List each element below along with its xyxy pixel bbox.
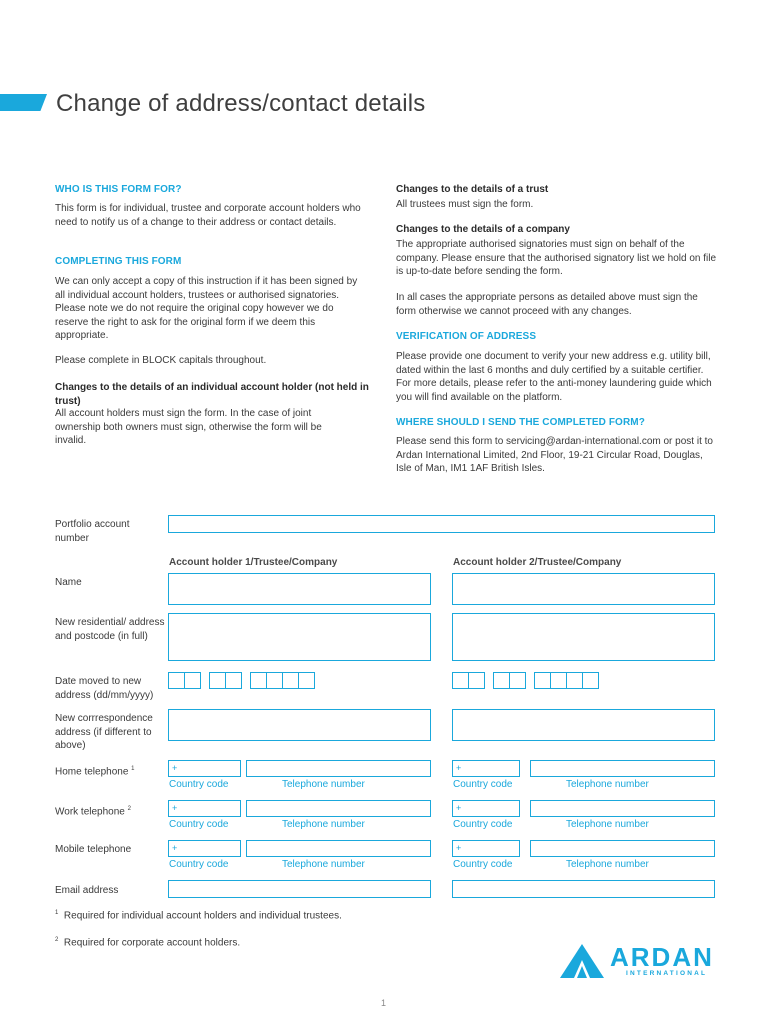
telephone-number-caption: Telephone number <box>282 779 365 790</box>
work-telephone-input-1[interactable] <box>246 800 431 817</box>
email-input-1[interactable] <box>168 880 431 898</box>
work-telephone-input-2[interactable] <box>530 800 715 817</box>
correspondence-label: New corrrespondence address (if different to above) <box>55 713 153 751</box>
page-title: Change of address/contact details <box>56 90 426 117</box>
who-heading: WHO IS THIS FORM FOR? <box>55 184 182 195</box>
date-digit-box[interactable] <box>168 672 185 689</box>
date-digit-box[interactable] <box>509 672 526 689</box>
date-digit-box[interactable] <box>493 672 510 689</box>
completing-text: We can only accept a copy of this instruction if it has been signed by all individual account holders, trustees or authorised signatories. Please note we do not require the original copy however we do reserve the right to ask for the original form if we deem this appropriate. <box>55 276 358 341</box>
footnote-1-text: Required for individual account holders and individual trustees. <box>63 910 342 922</box>
home-telephone-input-2[interactable] <box>530 760 715 777</box>
residential-address-input-1[interactable] <box>168 613 431 661</box>
completing-heading: COMPLETING THIS FORM <box>55 256 182 267</box>
portfolio-account-input[interactable] <box>168 515 715 533</box>
logo-mark-icon <box>560 944 604 978</box>
telephone-number-caption: Telephone number <box>566 819 649 830</box>
telephone-number-caption: Telephone number <box>566 859 649 870</box>
individual-heading: Changes to the details of an individual account holder (not held in trust) <box>55 382 369 407</box>
mobile-telephone-input-1[interactable] <box>246 840 431 857</box>
work-telephone-label <box>55 803 131 819</box>
date-digit-box[interactable] <box>250 672 267 689</box>
date-digit-box[interactable] <box>282 672 299 689</box>
trust-text: All trustees must sign the form. <box>396 199 534 210</box>
country-code-caption: Country code <box>169 859 229 870</box>
country-code-caption: Country code <box>453 779 513 790</box>
work-country-code-input-1[interactable]: + <box>168 800 241 817</box>
name-input-2[interactable] <box>452 573 715 605</box>
footnote-2-mark: 2 <box>55 937 59 943</box>
home-telephone-label <box>55 763 135 779</box>
date-digit-box[interactable] <box>550 672 567 689</box>
name-label: Name <box>55 577 82 588</box>
verification-heading: VERIFICATION OF ADDRESS <box>396 331 537 342</box>
date-digit-box[interactable] <box>468 672 485 689</box>
home-telephone-input-1[interactable] <box>246 760 431 777</box>
work-country-code-input-2[interactable]: + <box>452 800 520 817</box>
mobile-country-code-input-2[interactable]: + <box>452 840 520 857</box>
country-code-caption: Country code <box>169 819 229 830</box>
work-telephone-text: Work telephone <box>55 806 125 818</box>
date-digit-box[interactable] <box>184 672 201 689</box>
footnote-ref: 2 <box>127 806 131 812</box>
portfolio-label: Portfolio account number <box>55 519 130 544</box>
email-input-2[interactable] <box>452 880 715 898</box>
logo-subtitle: INTERNATIONAL <box>626 970 708 977</box>
page-number: 1 <box>381 998 387 1008</box>
mobile-telephone-label: Mobile telephone <box>55 844 132 855</box>
home-country-code-input-1[interactable]: + <box>168 760 241 777</box>
date-digit-box[interactable] <box>209 672 226 689</box>
date-digit-box[interactable] <box>566 672 583 689</box>
footnote-1-mark: 1 <box>55 910 59 916</box>
correspondence-address-input-1[interactable] <box>168 709 431 741</box>
logo-wordmark: ARDAN <box>610 942 714 972</box>
all-cases-text: In all cases the appropriate persons as detailed above must sign the form otherwise we cannot proceed with any changes. <box>396 292 698 317</box>
company-text: The appropriate authorised signatories must sign on behalf of the company. Please ensure that the authorised signatory list we hold on file is up-to-date before sending the form. <box>396 239 716 277</box>
telephone-number-caption: Telephone number <box>282 859 365 870</box>
country-code-caption: Country code <box>453 859 513 870</box>
home-telephone-text: Home telephone <box>55 766 129 778</box>
date-digit-box[interactable] <box>582 672 599 689</box>
date-digit-box[interactable] <box>298 672 315 689</box>
verification-text: Please provide one document to verify your new address e.g. utility bill, dated within the last 6 months and duly certified by a suitable certifier. For more details, please refer to the anti-money laundering guide which you will find available on the platform. <box>396 351 712 403</box>
footnote-1 <box>55 910 342 921</box>
send-heading: WHERE SHOULD I SEND THE COMPLETED FORM? <box>396 417 645 428</box>
who-text: This form is for individual, trustee and corporate account holders who need to notify us of a change to their address or contact details. <box>55 203 361 228</box>
company-heading: Changes to the details of a company <box>396 224 570 235</box>
footnote-2 <box>55 937 240 948</box>
col1-heading: Account holder 1/Trustee/Company <box>169 557 338 568</box>
date-digit-box[interactable] <box>534 672 551 689</box>
country-code-caption: Country code <box>453 819 513 830</box>
date-digit-box[interactable] <box>452 672 469 689</box>
date-moved-label: Date moved to new address (dd/mm/yyyy) <box>55 676 154 701</box>
home-country-code-input-2[interactable]: + <box>452 760 520 777</box>
send-text: Please send this form to servicing@ardan-international.com or post it to Ardan International Limited, 2nd Floor, 19-21 Circular Road, Douglas, Isle of Man, IM1 1AF British Isles. <box>396 436 713 474</box>
mobile-country-code-input-1[interactable]: + <box>168 840 241 857</box>
header-accent-bar <box>0 94 47 111</box>
telephone-number-caption: Telephone number <box>566 779 649 790</box>
footnote-ref: 1 <box>131 766 135 772</box>
ardan-logo <box>560 944 720 984</box>
block-capitals-note: Please complete in BLOCK capitals throughout. <box>55 355 267 366</box>
residential-label: New residential/ address and postcode (in full) <box>55 617 165 642</box>
telephone-number-caption: Telephone number <box>282 819 365 830</box>
residential-address-input-2[interactable] <box>452 613 715 661</box>
mobile-telephone-input-2[interactable] <box>530 840 715 857</box>
email-label: Email address <box>55 885 119 896</box>
name-input-1[interactable] <box>168 573 431 605</box>
trust-heading: Changes to the details of a trust <box>396 184 549 195</box>
col2-heading: Account holder 2/Trustee/Company <box>453 557 622 568</box>
country-code-caption: Country code <box>169 779 229 790</box>
date-digit-box[interactable] <box>266 672 283 689</box>
correspondence-address-input-2[interactable] <box>452 709 715 741</box>
footnote-2-text: Required for corporate account holders. <box>63 937 241 949</box>
individual-text: All account holders must sign the form. In the case of joint ownership both owners must sign, otherwise the form will be invalid. <box>55 408 322 446</box>
date-digit-box[interactable] <box>225 672 242 689</box>
